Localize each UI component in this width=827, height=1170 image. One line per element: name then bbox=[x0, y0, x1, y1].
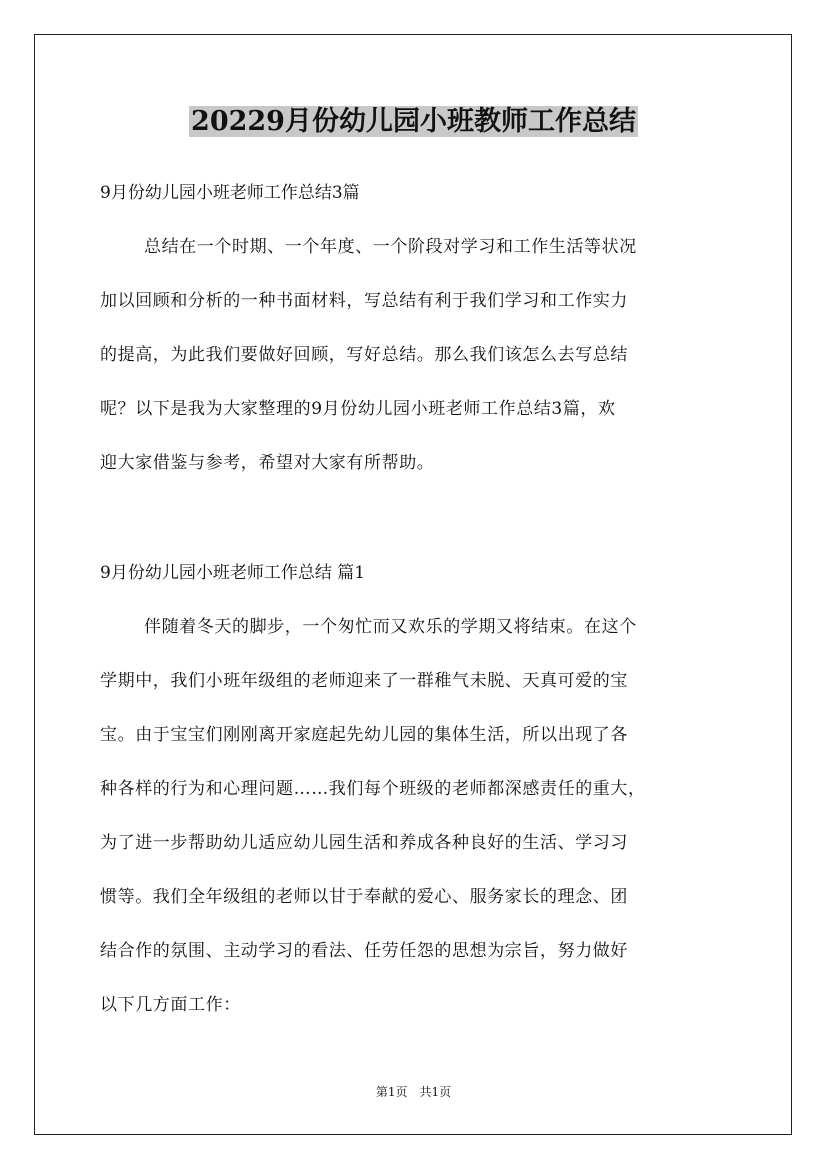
paragraph-line: 加以回顾和分析的一种书面材料，写总结有利于我们学习和工作实力 bbox=[100, 291, 628, 311]
paragraph-line: 的提高，为此我们要做好回顾，写好总结。那么我们该怎么去写总结 bbox=[100, 345, 628, 365]
section-heading: 9月份幼儿园小班老师工作总结 篇1 bbox=[100, 563, 366, 583]
paragraph-line: 惯等。我们全年级组的老师以甘于奉献的爱心、服务家长的理念、团 bbox=[100, 887, 628, 907]
paragraph-line: 学期中，我们小班年级组的老师迎来了一群稚气未脱、天真可爱的宝 bbox=[100, 671, 628, 691]
intro-paragraph bbox=[100, 220, 732, 490]
paragraph-line: 种各样的行为和心理问题……我们每个班级的老师都深感责任的重大， bbox=[100, 779, 646, 799]
paragraph-line: 结合作的氛围、主动学习的看法、任劳任怨的思想为宗旨，努力做好 bbox=[100, 941, 628, 961]
paragraph-line: 宝。由于宝宝们刚刚离开家庭起先幼儿园的集体生活，所以出现了各 bbox=[100, 725, 628, 745]
paragraph-line: 以下几方面工作： bbox=[100, 995, 241, 1015]
paragraph-line: 为了进一步帮助幼儿适应幼儿园生活和养成各种良好的生活、学习习 bbox=[100, 833, 628, 853]
paragraph-line: 伴随着冬天的脚步，一个匆忙而又欢乐的学期又将结束。在这个 bbox=[144, 617, 637, 637]
section-paragraph bbox=[100, 600, 732, 1032]
paragraph-line: 迎大家借鉴与参考，希望对大家有所帮助。 bbox=[100, 453, 435, 473]
document-subtitle: 9月份幼儿园小班老师工作总结3篇 bbox=[100, 183, 360, 203]
page-footer: 第1页 共1页 bbox=[375, 1085, 452, 1099]
paragraph-line: 呢？以下是我为大家整理的9月份幼儿园小班老师工作总结3篇，欢 bbox=[100, 399, 616, 419]
paragraph-line: 总结在一个时期、一个年度、一个阶段对学习和工作生活等状况 bbox=[144, 237, 637, 257]
document-title: 20229月份幼儿园小班教师工作总结 bbox=[191, 106, 636, 137]
